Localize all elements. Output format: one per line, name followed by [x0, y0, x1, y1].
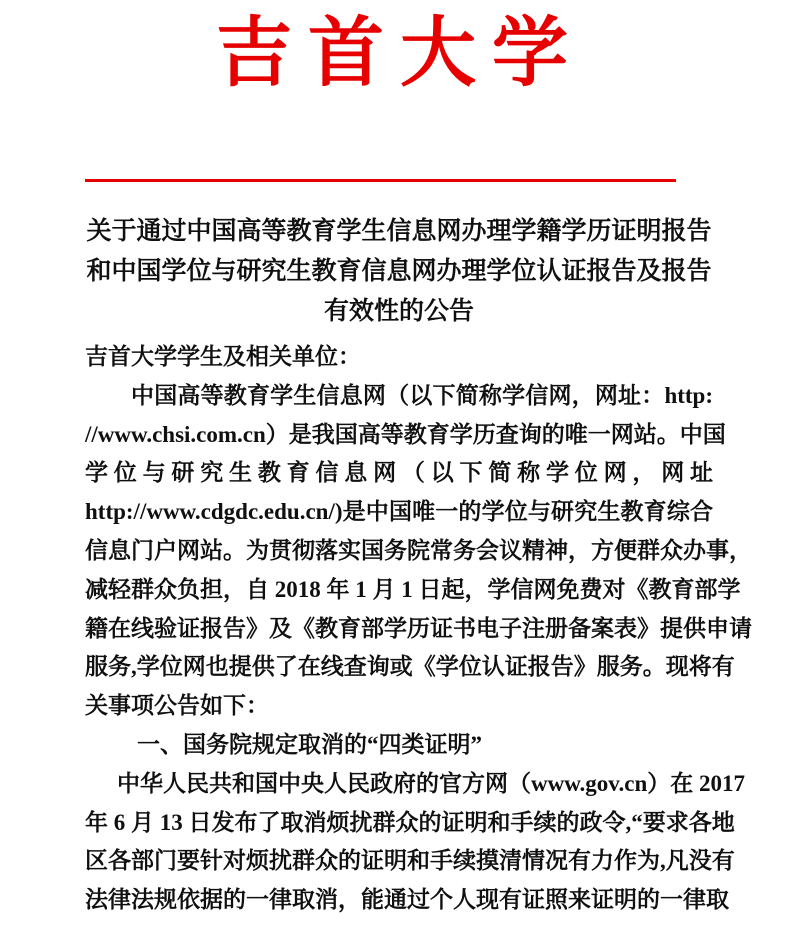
paragraph-1-line: http://www.cdgdc.edu.cn/)是中国唯一的学位与研究生教育综合: [85, 499, 713, 525]
document-title-line: 有效性的公告: [323, 298, 474, 325]
university-masthead: 吉首大学: [216, 12, 584, 96]
paragraph-2-line: 年 6 月 13 日发布了取消烦扰群众的证明和手续的政令,“要求各地: [85, 809, 735, 835]
paragraph-2-line: 中华人民共和国中央人民政府的官方网（www.gov.cn）在 2017: [117, 770, 746, 796]
paragraph-1-line: 关事项公告如下：: [85, 693, 269, 719]
section-1-heading: 一、国务院规定取消的“四类证明”: [137, 731, 482, 757]
document-title-line: 关于通过中国高等教育学生信息网办理学籍学历证明报告: [86, 218, 712, 245]
paragraph-1-line: 籍在线验证报告》及《教育部学历证书电子注册备案表》提供申请: [85, 615, 752, 641]
red-divider-line: [85, 179, 676, 182]
paragraph-1-line: 信息门户网站。为贯彻落实国务院常务会议精神，方便群众办事，: [85, 537, 752, 563]
document-title-line: 和中国学位与研究生教育信息网办理学位认证报告及报告: [86, 258, 712, 285]
paragraph-1-line: 减轻群众负担，自 2018 年 1 月 1 日起，学信网免费对《教育部学: [85, 576, 741, 602]
document-body: [85, 338, 752, 920]
paragraph-1-line: 服务,学位网也提供了在线查询或《学位认证报告》服务。现将有: [85, 654, 735, 680]
paragraph-2-line: 法律法规依据的一律取消，能通过个人现有证照来证明的一律取: [85, 887, 729, 913]
paragraph-1-line: 学位与研究生教育信息网（以下简称学位网，网址: [85, 460, 713, 486]
paragraph-1-line: //www.chsi.com.cn）是我国高等教育学历查询的唯一网站。中国: [85, 421, 726, 447]
document-title: [85, 212, 713, 332]
salutation: 吉首大学学生及相关单位：: [85, 344, 361, 369]
paragraph-1-line: 中国高等教育学生信息网（以下简称学信网，网址：http:: [131, 382, 713, 408]
paragraph-2-line: 区各部门要针对烦扰群众的证明和手续摸清情况有力作为,凡没有: [85, 848, 735, 874]
